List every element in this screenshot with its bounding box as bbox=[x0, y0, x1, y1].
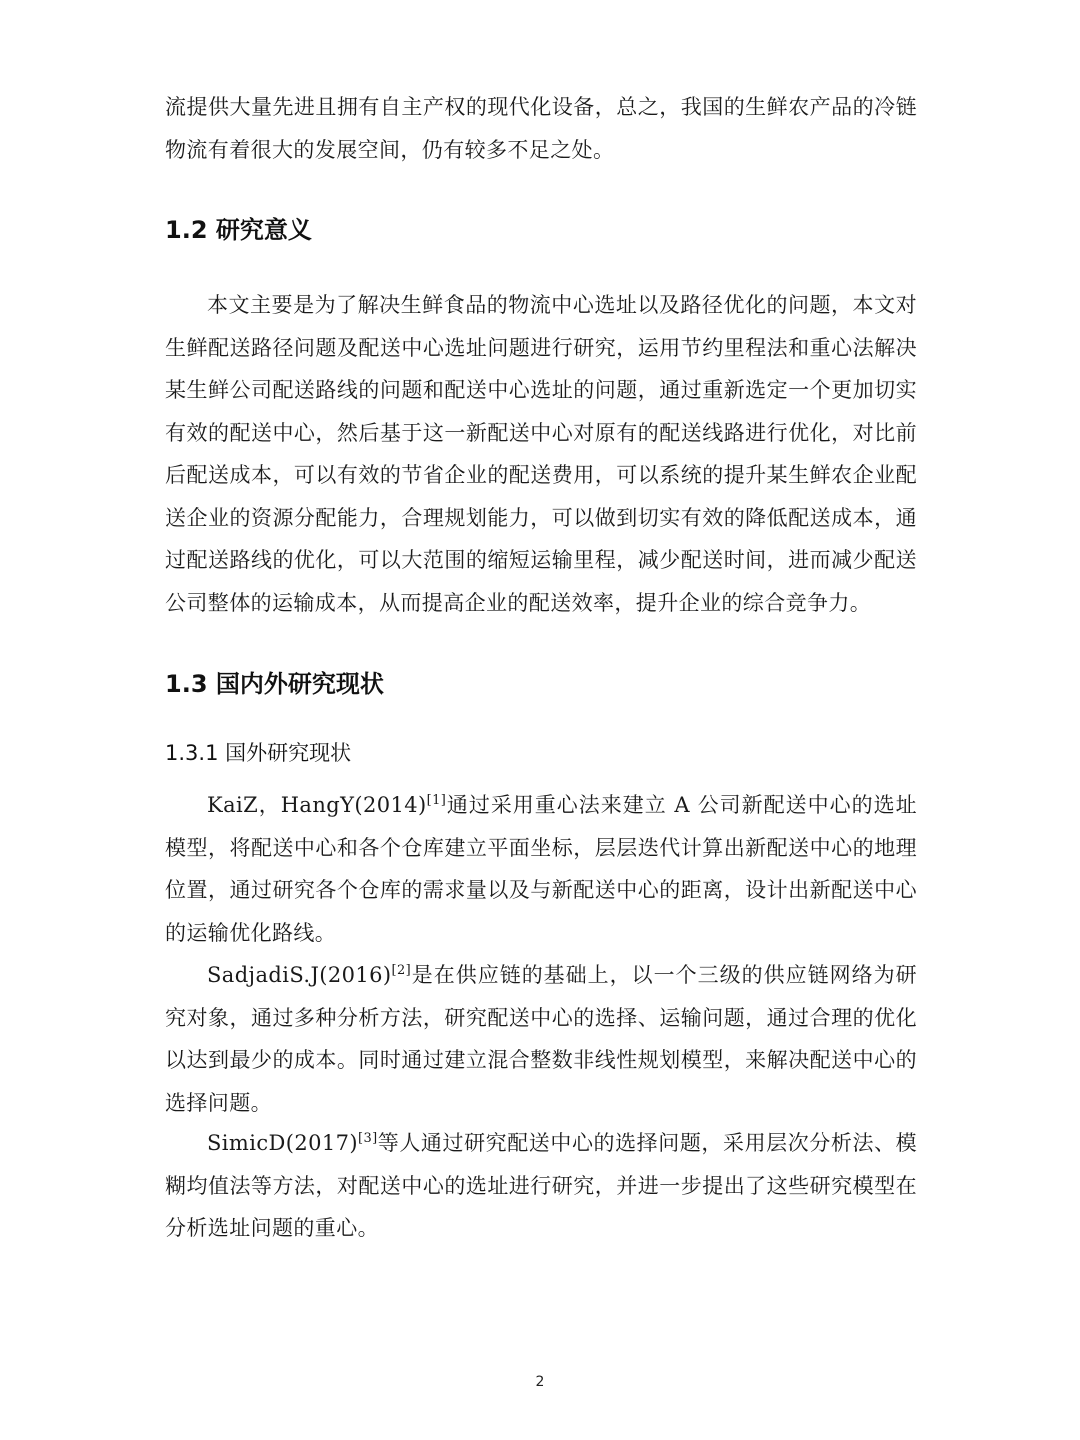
research-significance-paragraph: 本文主要是为了解决生鲜食品的物流中心选址以及路径优化的问题，本文对生鲜配送路径问题及配送中心选址问题进行研究，运用节约里程法和重心法解决某生鲜公司配送路线的问题和配送中心选址的问题，通过重新选定一个更加切实有效的配送中心，然后基于这一新配送中心对原有的配送线路进行优化，对比前后配送成本，可以有效的节省企业的配送费用，可以系统的提升某生鲜农企业配送企业的资源分配能力，合理规划能力，可以做到切实有效的降低配送成本，通过配送路线的优化，可以大范围的缩短运输里程，减少配送时间，进而减少配送公司整体的运输成本，从而提高企业的配送效率，提升企业的综合竞争力。 bbox=[165, 293, 917, 615]
reference-mark: [1] bbox=[426, 793, 447, 808]
reference-mark: [2] bbox=[391, 963, 412, 978]
literature-paragraph-sadjadi bbox=[165, 954, 917, 1124]
author-citation: SimicD(2017) bbox=[207, 1131, 358, 1155]
paragraph-text: 是在供应链的基础上，以一个三级的供应链网络为研究对象，通过多种分析方法，研究配送中心的选择、运输问题，通过合理的优化以达到最少的成本。同时通过建立混合整数非线性规划模型，来解决配送中心的选择问题。 bbox=[165, 963, 917, 1115]
literature-paragraph-kaiz bbox=[165, 784, 917, 954]
reference-mark: [3] bbox=[357, 1131, 378, 1146]
paragraph-text: 等人通过研究配送中心的选择问题，采用层次分析法、模糊均值法等方法，对配送中心的选址进行研究，并进一步提出了这些研究模型在分析选址问题的重心。 bbox=[165, 1131, 917, 1240]
section-heading-1-2: 1.2 研究意义 bbox=[165, 216, 312, 244]
subsection-heading-1-3-1: 1.3.1 国外研究现状 bbox=[165, 741, 352, 765]
page-number: 2 bbox=[535, 1374, 545, 1390]
literature-paragraph-simic bbox=[165, 1122, 917, 1250]
author-citation: KaiZ，HangY(2014) bbox=[207, 793, 427, 817]
paragraph-text: 通过采用重心法来建立 A 公司新配送中心的选址模型，将配送中心和各个仓库建立平面坐标，层层迭代计算出新配送中心的地理位置，通过研究各个仓库的需求量以及与新配送中心的距离，设计出新配送中心的运输优化路线。 bbox=[165, 793, 917, 945]
author-citation: SadjadiS.J(2016) bbox=[207, 963, 392, 987]
section-heading-1-3: 1.3 国内外研究现状 bbox=[165, 670, 384, 698]
continuation-paragraph: 流提供大量先进且拥有自主产权的现代化设备，总之，我国的生鲜农产品的冷链物流有着很大的发展空间，仍有较多不足之处。 bbox=[165, 95, 917, 162]
